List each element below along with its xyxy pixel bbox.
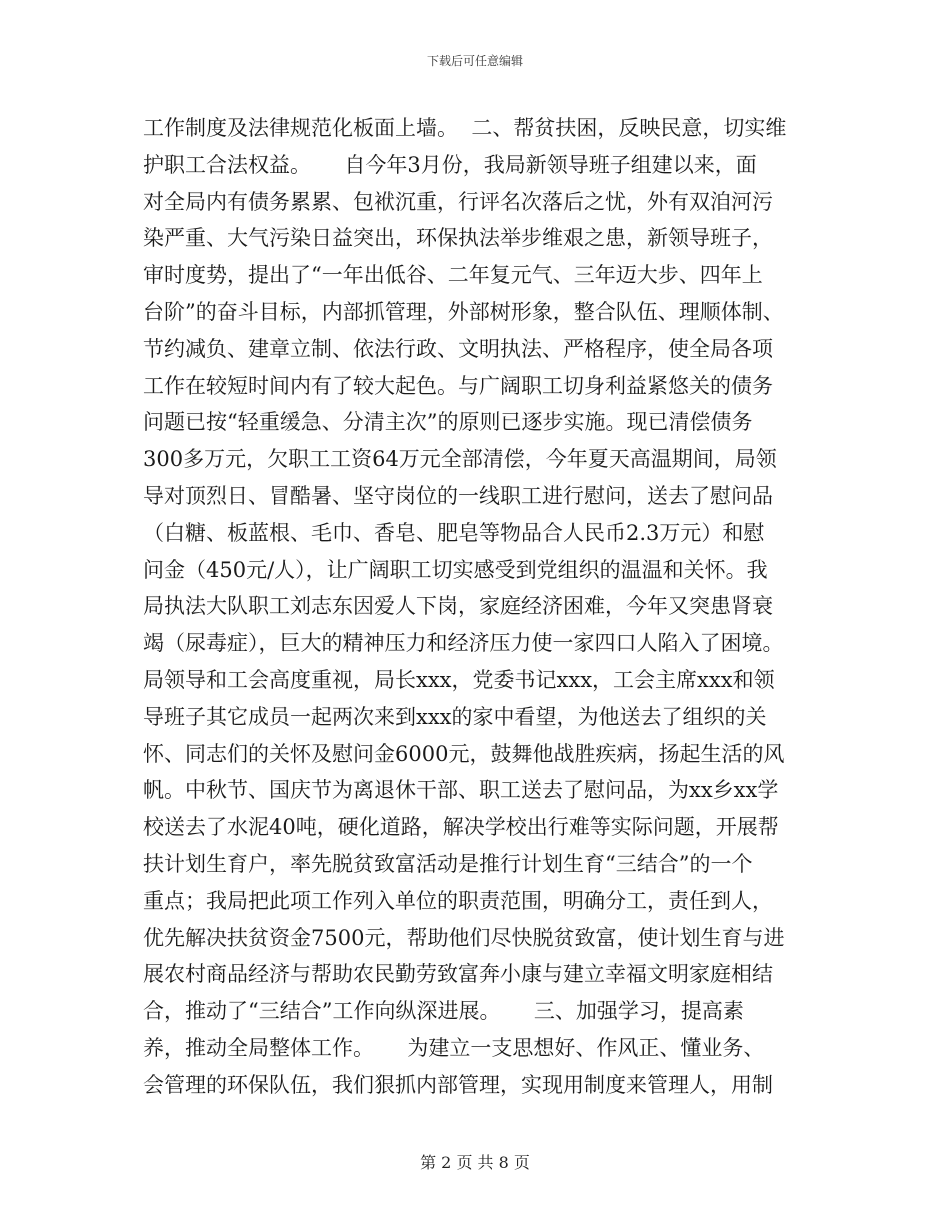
- text-line: 竭（尿毒症），巨大的精神压力和经济压力使一家四口人陷入了困境。: [143, 631, 784, 656]
- text-line: 养，推动全局整体工作。 为建立一支思想好、作风正、懂业务、: [143, 1035, 765, 1060]
- text-line: 展农村商品经济与帮助农民勤劳致富奔小康与建立幸福文明家庭相结: [143, 962, 773, 987]
- text-line: 导班子其它成员一起两次来到xxx的家中看望，为他送去了组织的关: [143, 704, 767, 729]
- text-line: 怀、同志们的关怀及慰问金6000元，鼓舞他战胜疾病，扬起生活的风: [143, 741, 785, 766]
- text-line: 局执法大队职工刘志东因爱人下岗，家庭经济困难，今年又突患肾衰: [143, 594, 773, 619]
- page-header: 下载后可任意编辑: [426, 54, 523, 68]
- text-line: 帆。中秋节、国庆节为离退休干部、职工送去了慰问品，为xx乡xx学: [143, 778, 779, 803]
- text-line: 问金（450元/人），让广阔职工切实感受到党组织的温温和关怀。我: [143, 557, 768, 582]
- text-line: 300多万元，欠职工工资64万元全部清偿，今年夏天高温期间，局领: [143, 447, 777, 472]
- text-line: 扶计划生育户，率先脱贫致富活动是推行计划生育“三结合”的一个: [143, 851, 753, 876]
- text-line: 工作制度及法律规范化板面上墙。 二、帮贫扶困，反映民意，切实维: [143, 116, 787, 140]
- text-line: 台阶”的奋斗目标，内部抓管理，外部树形象，整合队伍、理顺体制、: [143, 299, 784, 324]
- text-line: 重点；我局把此项工作列入单位的职责范围，明确分工，责任到人，: [143, 888, 773, 913]
- text-line: 局领导和工会高度重视，局长xxx，党委书记xxx，工会主席xxx和领: [143, 667, 775, 692]
- text-line: （白糖、板蓝根、毛巾、香皂、肥皂等物品合人民币2.3万元）和慰: [143, 520, 765, 545]
- text-line: 染严重、大气污染日益突出，环保执法举步维艰之患，新领导班子，: [143, 226, 773, 251]
- text-line: 校送去了水泥40吨，硬化道路，解决学校出行难等实际问题，开展帮: [143, 815, 779, 840]
- text-line: 优先解决扶贫资金7500元，帮助他们尽快脱贫致富，使计划生育与进: [143, 925, 785, 950]
- text-line: 合，推动了“三结合”工作向纵深进展。 三、加强学习，提高素: [143, 999, 744, 1024]
- text-line: 会管理的环保队伍，我们狠抓内部管理，实现用制度来管理人，用制: [143, 1072, 773, 1097]
- text-line: 对全局内有债务累累、包袱沉重，行评名次落后之忧，外有双洎河污: [143, 189, 773, 214]
- text-line: 导对顶烈日、冒酷暑、坚守岗位的一线职工进行慰问，送去了慰问品: [143, 483, 773, 508]
- text-line: 问题已按“轻重缓急、分清主次”的原则已逐步实施。现已清偿债务: [143, 410, 753, 435]
- text-line: 审时度势，提出了“一年出低谷、二年复元气、三年迈大步、四年上: [143, 263, 763, 288]
- text-line: 护职工合法权益。 自今年3月份，我局新领导班子组建以来，面: [143, 152, 757, 177]
- body-text: [143, 110, 823, 1104]
- text-line: 工作在较短时间内有了较大起色。与广阔职工切身利益紧悠关的债务: [143, 373, 773, 398]
- page-number: 第 2 页 共 8 页: [420, 1153, 530, 1172]
- text-line: 节约减负、建章立制、依法行政、文明执法、严格程序，使全局各项: [143, 336, 773, 361]
